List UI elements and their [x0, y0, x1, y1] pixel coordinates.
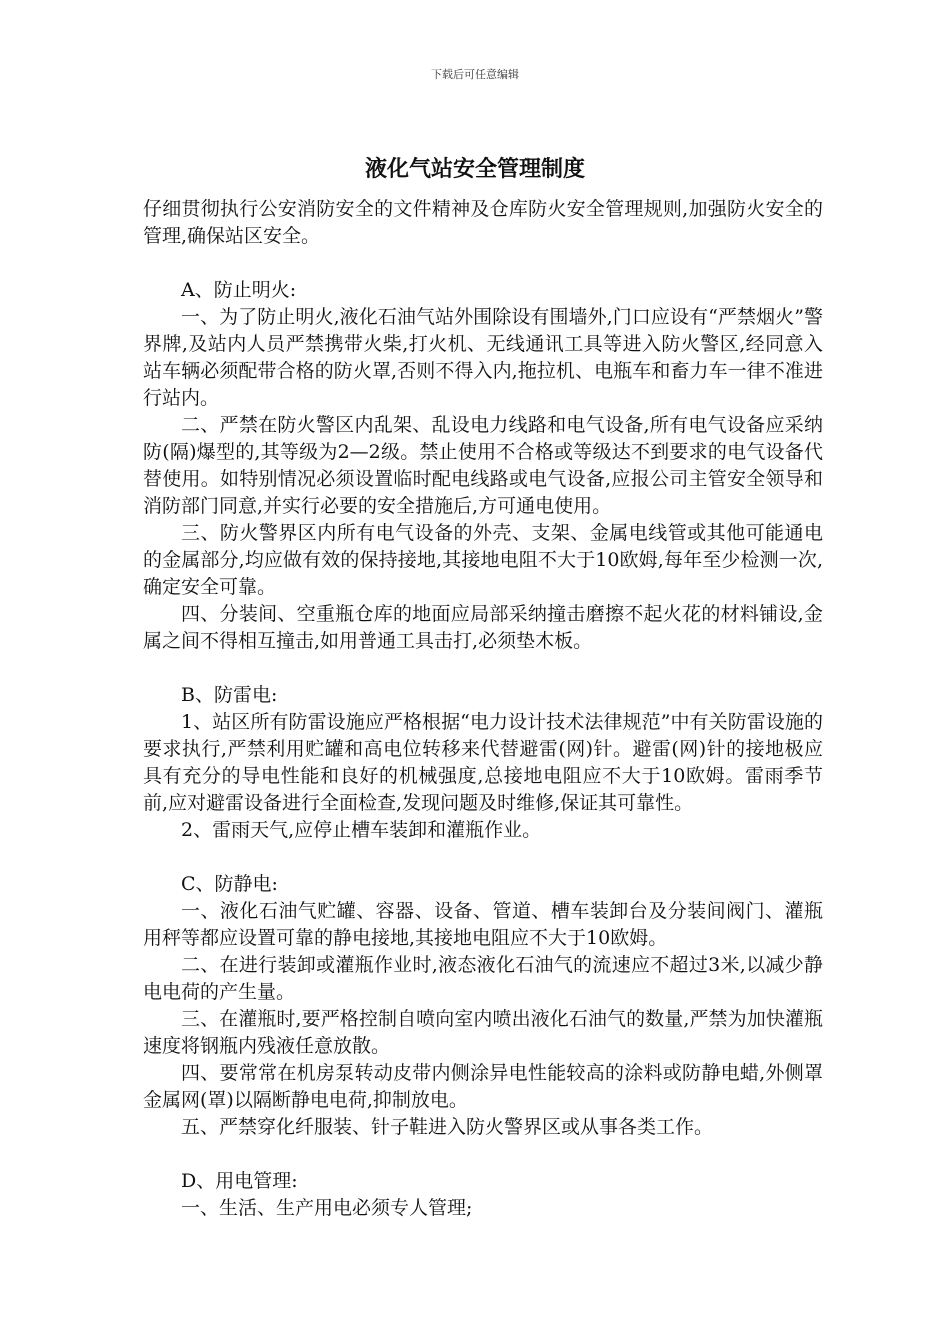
section-c-item-3: 三、在灌瓶时,要严格控制自喷向室内喷出液化石油气的数量,严禁为加快灌瓶速度将钢瓶内残液任意放散。: [143, 1008, 823, 1057]
section-heading-b: B、防雷电:: [181, 684, 278, 706]
section-c-item-1: 一、液化石油气贮罐、容器、设备、管道、槽车装卸台及分装间阀门、灌瓶用秤等都应设置可靠的静电接地,其接地电阻应不大于10欧姆。: [143, 900, 823, 949]
intro-paragraph: 仔细贯彻执行公安消防安全的文件精神及仓库防火安全管理规则,加强防火安全的管理,确保站区安全。: [143, 198, 823, 247]
section-c-item-4: 四、要常常在机房泵转动皮带内侧涂异电性能较高的涂料或防静电蜡,外侧罩金属网(罩)以隔断静电电荷,抑制放电。: [143, 1062, 823, 1111]
section-heading-c: C、防静电:: [181, 873, 278, 895]
section-a-item-4: 四、分装间、空重瓶仓库的地面应局部采纳撞击磨擦不起火花的材料铺设,金属之间不得相互撞击,如用普通工具击打,必须垫木板。: [143, 603, 823, 652]
section-c-item-5: 五、严禁穿化纤服装、针子鞋进入防火警界区或从事各类工作。: [181, 1116, 714, 1138]
section-b-item-1: 1、站区所有防雷设施应严格根据“电力设计技术法律规范”中有关防雷设施的要求执行,严禁利用贮罐和高电位转移来代替避雷(网)针。避雷(网)针的接地极应具有充分的导电性能和良好的机械强度,总接地电阻应不大于10欧姆。雷雨季节前,应对避雷设备进行全面检查,发现问题及时维修,保证其可靠性。: [143, 711, 823, 814]
section-a-item-3: 三、防火警界区内所有电气设备的外壳、支架、金属电线管或其他可能通电的金属部分,均应做有效的保持接地,其接地电阻不大于10欧姆,每年至少检测一次,确定安全可靠。: [143, 522, 823, 598]
section-a-item-1: 一、为了防止明火,液化石油气站外围除设有围墙外,门口应设有“严禁烟火”警界牌,及站内人员严禁携带火柴,打火机、无线通讯工具等进入防火警区,经同意入站车辆必须配带合格的防火罩,否则不得入内,拖拉机、电瓶车和畜力车一律不准进行站内。: [143, 306, 823, 409]
header-note: 下载后可任意编辑: [431, 68, 519, 81]
section-a-item-2: 二、严禁在防火警区内乱架、乱设电力线路和电气设备,所有电气设备应采纳防(隔)爆型的,其等级为2—2级。禁止使用不合格或等级达不到要求的电气设备代替使用。如特别情况必须设置临时配电线路或电气设备,应报公司主管安全领导和消防部门同意,并实行必要的安全措施后,方可通电使用。: [143, 414, 823, 517]
document-title: 液化气站安全管理制度: [364, 156, 585, 182]
section-heading-d: D、用电管理:: [181, 1170, 298, 1192]
section-b-item-2: 2、雷雨天气,应停止槽车装卸和灌瓶作业。: [181, 819, 542, 841]
section-c-item-2: 二、在进行装卸或灌瓶作业时,液态液化石油气的流速应不超过3米,以减少静电电荷的产生量。: [143, 954, 823, 1003]
section-d-item-1: 一、生活、生产用电必须专人管理;: [181, 1197, 473, 1219]
section-heading-a: A、防止明火:: [181, 279, 297, 301]
document-body: [143, 196, 823, 1222]
